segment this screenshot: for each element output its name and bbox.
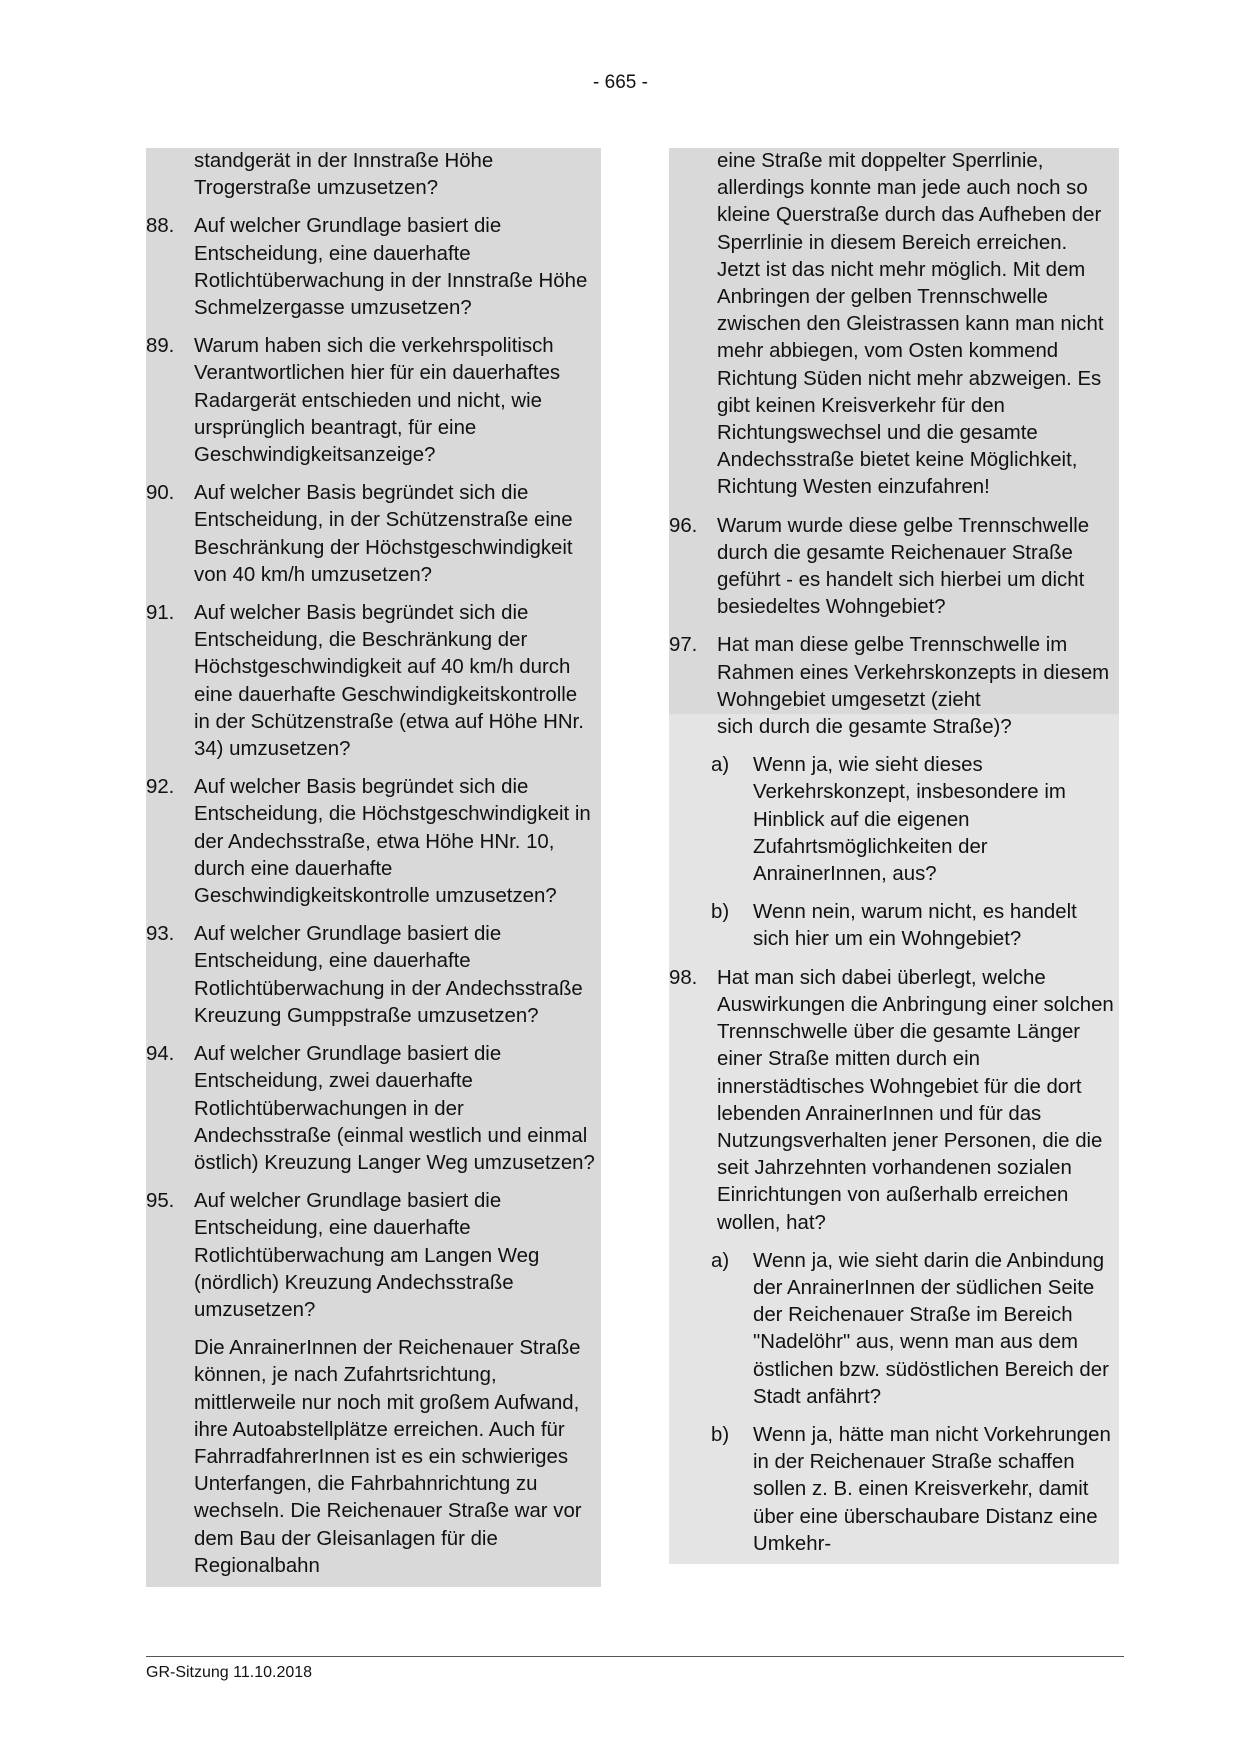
explanation-paragraph: Die AnrainerInnen der Reichenauer Straße können, je nach Zufahrtsrichtung, mittlerweile nur noch mit großem Aufwand, ihre Autoabstellplätze erreichen. Auch für FahrradfahrerInnen ist es ein schwieriges Unterfangen, die Fahrbahnrichtung zu wechseln. Die Reichenauer Straße war vor dem Bau der Gleisanlagen für die Regionalbahn — [194, 1337, 582, 1577]
left-shaded-block — [146, 148, 601, 1587]
explanation-paragraph-continued: eine Straße mit doppelter Sperrlinie, allerdings konnte man jede auch noch so kleine Querstraße durch das Aufheben der Sperrlinie in diesem Bereich erreichen. Jetzt ist das nicht mehr möglich. Mit dem Anbringen der gelben Trennschwelle zwischen den Gleistrassen kann man nicht mehr abbiegen, vom Osten kommend Richtung Süden nicht mehr abzweigen. Es gibt keinen Kreisverkehr für den Richtungswechsel und die gesamte Andechsstraße bietet keine Möglichkeit, Richtung Westen einzufahren! — [717, 150, 1104, 499]
question-text: Auf welcher Grundlage basiert die Entscheidung, eine dauerhafte Rotlichtüberwachung in der Andechsstraße Kreuzung Gumppstraße umzusetzen? — [194, 923, 583, 1027]
subquestion-label: b) — [711, 901, 730, 924]
subquestion-98b — [669, 1422, 1115, 1564]
question-text: Warum haben sich die verkehrspolitisch Verantwortlichen hier für ein dauerhaftes Radargerät entschieden und nicht, wie ursprünglich beantragt, für eine Geschwindigkeitsanzeige? — [194, 335, 561, 467]
right-shaded-block-top — [669, 148, 1119, 714]
question-number: 95. — [146, 1190, 175, 1213]
question-92 — [146, 774, 597, 910]
question-93 — [146, 921, 597, 1030]
question-text: Hat man diese gelbe Trennschwelle im Rahmen eines Verkehrskonzepts in diesem Wohngebiet umgesetzt (zieht — [717, 634, 1110, 711]
subquestion-text: Wenn ja, wie sieht darin die Anbindung der AnrainerInnen der südlichen Seite der Reichenauer Straße im Bereich "Nadelöhr" aus, wenn man aus dem östlichen bzw. südöstlichen Bereich der Stadt anfährt? — [753, 1249, 1109, 1408]
question-89 — [146, 333, 597, 469]
question-number: 93. — [146, 923, 175, 946]
question-text: Auf welcher Grundlage basiert die Entscheidung, eine dauerhafte Rotlichtüberwachung am Langen Weg (nördlich) Kreuzung Andechsstraße umzusetzen? — [194, 1190, 540, 1321]
page-number: - 665 - — [593, 72, 648, 93]
shade-tail — [146, 1580, 597, 1587]
question-number: 88. — [146, 215, 175, 238]
subquestion-98a — [669, 1248, 1115, 1411]
question-88 — [146, 213, 597, 322]
question-text: Auf welcher Grundlage basiert die Entscheidung, eine dauerhafte Rotlichtüberwachung in der Innstraße Höhe Schmelzergasse umzusetzen? — [194, 215, 588, 320]
question-number: 94. — [146, 1043, 175, 1066]
question-text: Auf welcher Basis begründet sich die Entscheidung, in der Schützenstraße eine Beschränkung der Höchstgeschwindigkeit von 40 km/h umzusetzen? — [194, 482, 573, 586]
question-number: 98. — [669, 966, 698, 989]
question-number: 90. — [146, 482, 175, 505]
right-column — [669, 148, 1119, 1564]
subquestion-97b — [669, 899, 1115, 953]
right-shaded-block-bottom — [669, 714, 1119, 1564]
question-97 — [669, 632, 1115, 714]
question-text: Auf welcher Basis begründet sich die Entscheidung, die Höchstgeschwindigkeit in der Andechsstraße, etwa Höhe HNr. 10, durch eine dauerhafte Geschwindigkeitskontrolle umzusetzen? — [194, 776, 591, 908]
subquestion-label: b) — [711, 1423, 730, 1446]
question-text: Hat man sich dabei überlegt, welche Auswirkungen die Anbringung einer solchen Trennschwelle über die gesamte Länger einer Straße mitten durch ein innerstädtisches Wohngebiet für die dort lebenden AnrainerInnen und für das Nutzungsverhalten jener Personen, die die seit Jahrzehnten vorhandenen sozialen Einrichtungen von außerhalb erreichen wollen, hat? — [717, 966, 1114, 1234]
question-text: Warum wurde diese gelbe Trennschwelle durch die gesamte Reichenauer Straße geführt - es handelt sich hierbei um dicht besiedeltes Wohngebiet? — [717, 514, 1090, 619]
subquestion-label: a) — [711, 754, 730, 777]
continuation-text: standgerät in der Innstraße Höhe Trogerstraße umzusetzen? — [194, 150, 494, 200]
question-94 — [146, 1041, 597, 1177]
subquestion-97a — [669, 752, 1115, 888]
subquestion-text: Wenn ja, wie sieht dieses Verkehrskonzept, insbesondere im Hinblick auf die eigenen Zufahrtsmöglichkeiten der AnrainerInnen, aus? — [753, 754, 1066, 886]
question-90 — [146, 480, 597, 589]
question-number: 89. — [146, 335, 175, 358]
question-text: Auf welcher Grundlage basiert die Entscheidung, zwei dauerhafte Rotlichtüberwachungen in der Andechsstraße (einmal westlich und einmal östlich) Kreuzung Langer Weg umzusetzen? — [194, 1043, 595, 1174]
subquestion-text: Wenn ja, hätte man nicht Vorkehrungen in der Reichenauer Straße schaffen sollen z. B. einen Kreisverkehr, damit über eine überschaubare Distanz eine Umkehr- — [753, 1423, 1111, 1555]
question-98 — [669, 965, 1115, 1237]
left-column — [146, 148, 601, 1587]
question-number: 91. — [146, 602, 175, 625]
question-text: Auf welcher Basis begründet sich die Entscheidung, die Beschränkung der Höchstgeschwindigkeit auf 40 km/h durch eine dauerhafte Geschwindigkeitskontrolle in der Schützenstraße (etwa auf Höhe HNr. 34) umzusetzen? — [194, 602, 584, 761]
question-96 — [669, 513, 1115, 622]
question-97-continued: sich durch die gesamte Straße)? — [717, 716, 1012, 739]
footer-session-date: GR-Sitzung 11.10.2018 — [146, 1664, 313, 1681]
question-91 — [146, 600, 597, 763]
question-95 — [146, 1188, 597, 1324]
subquestion-text: Wenn nein, warum nicht, es handelt sich hier um ein Wohngebiet? — [753, 901, 1077, 951]
question-number: 96. — [669, 514, 698, 537]
subquestion-label: a) — [711, 1249, 730, 1272]
footer-divider — [146, 1656, 1124, 1657]
question-number: 97. — [669, 634, 698, 657]
question-number: 92. — [146, 776, 175, 799]
